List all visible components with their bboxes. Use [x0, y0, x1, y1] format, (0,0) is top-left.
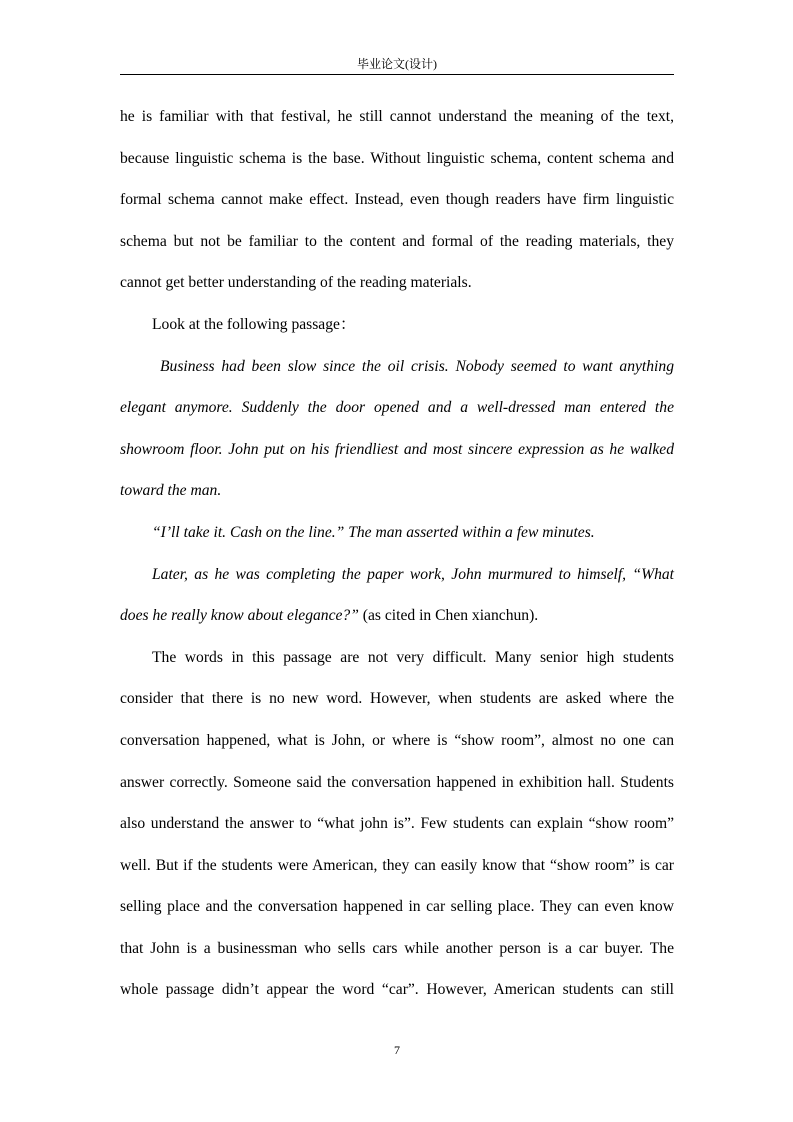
- quote-line: toward the man.: [120, 482, 222, 500]
- passage-intro: Look at the following passage：: [152, 315, 356, 333]
- quote-line: showroom floor. John put on his friendliest and most sincere expression as he walked: [120, 440, 674, 458]
- quoted-passage: [120, 350, 674, 641]
- header-divider: [120, 74, 674, 75]
- page-header: 毕业论文(设计): [357, 57, 437, 71]
- text-line: consider that there is no new word. However, when students are asked where the: [120, 690, 674, 708]
- text-line: cannot get better understanding of the reading materials.: [120, 274, 472, 292]
- document-body: [120, 100, 674, 1015]
- text-line: selling place and the conversation happened in car selling place. They can even know: [120, 898, 674, 916]
- text-line: conversation happened, what is John, or where is “show room”, almost no one can: [120, 731, 674, 749]
- text-line: because linguistic schema is the base. Without linguistic schema, content schema and: [120, 149, 674, 167]
- paragraph: [120, 641, 674, 1015]
- text-line: that John is a businessman who sells cars while another person is a car buyer. The: [120, 939, 674, 957]
- quote-line: Business had been slow since the oil crisis. Nobody seemed to want anything: [160, 357, 674, 375]
- page-number: 7: [394, 1043, 400, 1057]
- text-line: The words in this passage are not very difficult. Many senior high students: [152, 648, 674, 666]
- text-line: well. But if the students were American, they can easily know that “show room” is car: [120, 856, 674, 874]
- text-line: formal schema cannot make effect. Instead, even though readers have firm linguistic: [120, 191, 674, 209]
- text-line: answer correctly. Someone said the conversation happened in exhibition hall. Students: [120, 773, 674, 791]
- text-line: also understand the answer to “what john is”. Few students can explain “show room”: [120, 815, 674, 833]
- text-line: schema but not be familiar to the content and formal of the reading materials, they: [120, 232, 674, 250]
- citation: (as cited in Chen xianchun).: [358, 607, 539, 625]
- quote-text: does he really know about elegance?”: [120, 607, 359, 625]
- quote-line: elegant anymore. Suddenly the door opened and a well-dressed man entered the: [120, 399, 674, 417]
- quote-line: “I’ll take it. Cash on the line.” The man asserted within a few minutes.: [152, 523, 595, 541]
- text-line: whole passage didn’t appear the word “car”. However, American students can still: [120, 981, 674, 999]
- paragraph: [120, 100, 674, 308]
- quote-line: Later, as he was completing the paper work, John murmured to himself, “What: [152, 565, 674, 583]
- text-line: he is familiar with that festival, he still cannot understand the meaning of the text,: [120, 108, 674, 125]
- quote-line: [120, 599, 674, 641]
